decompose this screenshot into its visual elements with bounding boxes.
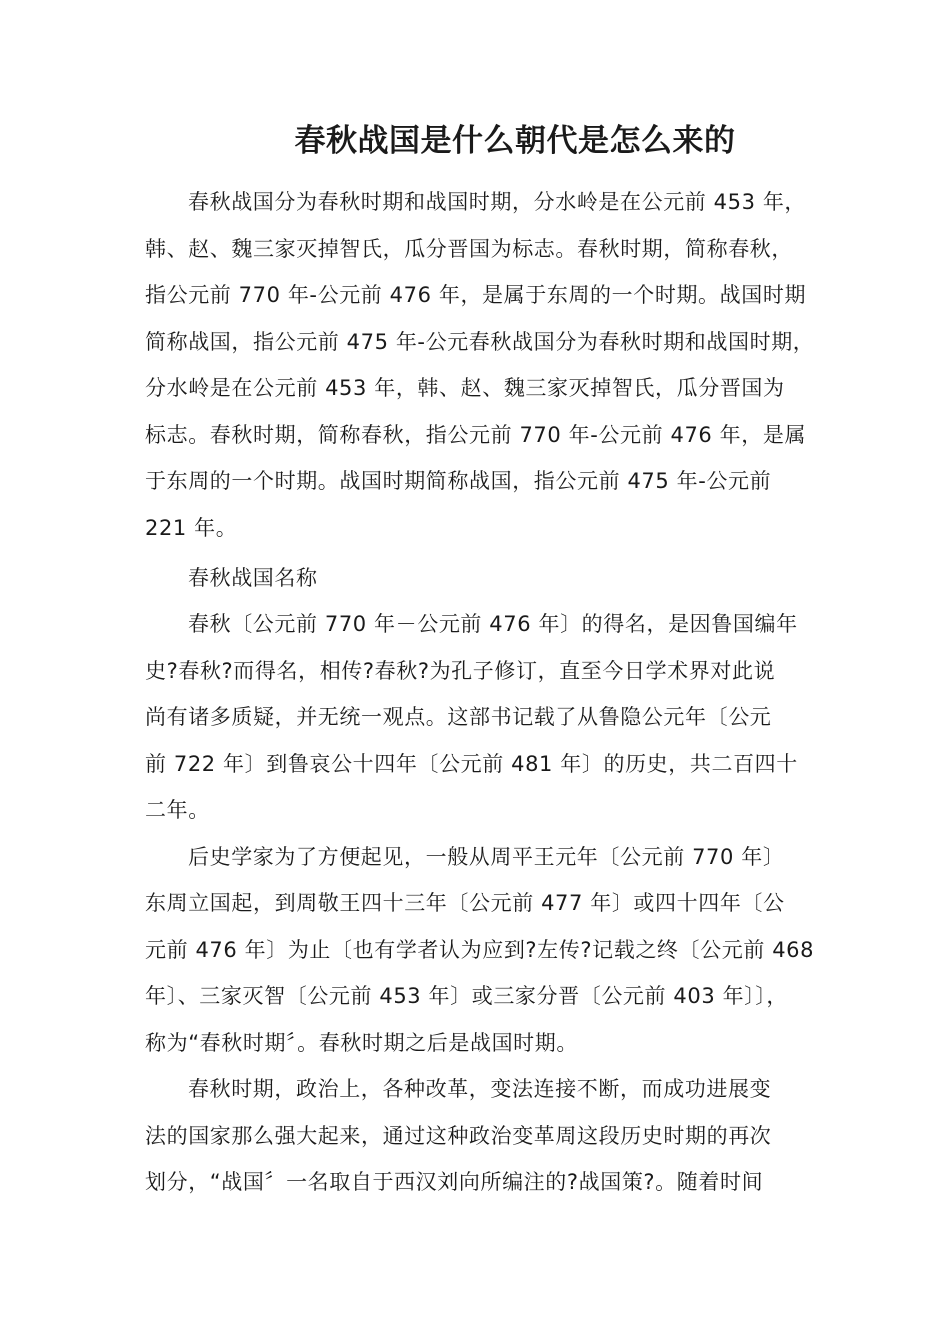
paragraph-line: 标志。春秋时期，简称春秋，指公元前 770 年-公元前 476 年，是属 [145, 423, 807, 447]
paragraph-line: 221 年。 [145, 516, 238, 540]
paragraph-line: 尚有诸多质疑，并无统一观点。这部书记载了从鲁隐公元年〔公元 [145, 705, 772, 729]
paragraph-line: 分水岭是在公元前 453 年，韩、赵、魏三家灭掉智氏，瓜分晋国为 [145, 376, 785, 400]
paragraph-line: 年〕、三家灭智〔公元前 453 年〕或三家分晋〔公元前 403 年〕〕， [145, 984, 788, 1008]
paragraph-line: 东周立国起，到周敬王四十三年〔公元前 477 年〕或四十四年〔公 [145, 891, 785, 915]
paragraph-line: 前 722 年〕到鲁哀公十四年〔公元前 481 年〕的历史，共二百四十 [145, 752, 798, 776]
paragraph-line: 春秋时期，政治上，各种改革，变法连接不断，而成功进展变 [188, 1077, 772, 1101]
paragraph-line: 元前 476 年〕为止〔也有学者认为应到?左传?记载之终〔公元前 468 [145, 938, 815, 962]
paragraph-line: 后史学家为了方便起见，一般从周平王元年〔公元前 770 年〕 [188, 845, 785, 869]
document-title: 春秋战国是什么朝代是怎么来的 [294, 123, 736, 159]
paragraph-line: 二年。 [145, 798, 210, 822]
paragraph-line: 称为“春秋时期〞。春秋时期之后是战国时期。 [145, 1031, 578, 1055]
paragraph-line: 春秋〔公元前 770 年－公元前 476 年〕的得名，是因鲁国编年 [188, 612, 798, 636]
paragraph-line: 韩、赵、魏三家灭掉智氏，瓜分晋国为标志。春秋时期，简称春秋， [145, 237, 793, 261]
paragraph-line: 指公元前 770 年-公元前 476 年，是属于东周的一个时期。战国时期 [145, 283, 807, 307]
section-heading: 春秋战国名称 [188, 566, 318, 590]
paragraph-line: 春秋战国分为春秋时期和战国时期，分水岭是在公元前 453 年， [188, 190, 807, 214]
paragraph-line: 于东周的一个时期。战国时期简称战国，指公元前 475 年-公元前 [145, 469, 772, 493]
paragraph-line: 史?春秋?而得名，相传?春秋?为孔子修订，直至今日学术界对此说 [145, 659, 776, 683]
paragraph-line: 法的国家那么强大起来，通过这种政治变革周这段历史时期的再次 [145, 1124, 772, 1148]
paragraph-line: 简称战国，指公元前 475 年-公元春秋战国分为春秋时期和战国时期， [145, 330, 815, 354]
paragraph-line: 划分，“战国〞一名取自于西汉刘向所编注的?战国策?。随着时间 [145, 1170, 764, 1194]
